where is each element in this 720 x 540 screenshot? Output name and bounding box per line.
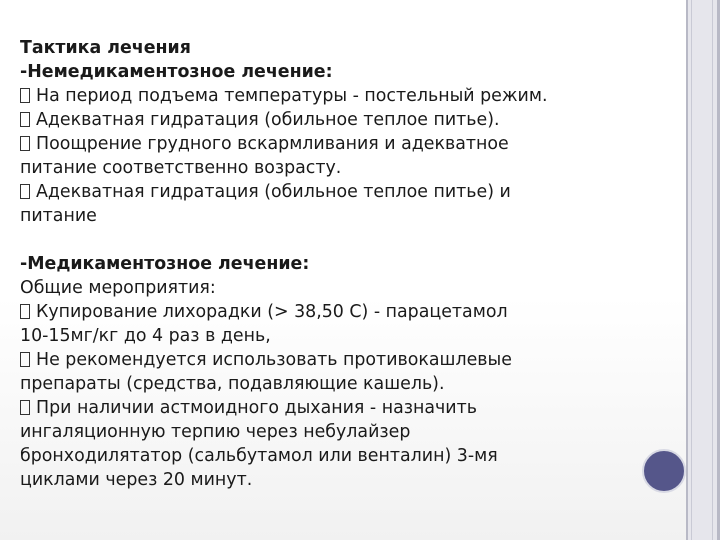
list-item-text: При наличии астмоидного дыхания - назначить: [36, 398, 477, 418]
list-item: [20, 396, 660, 420]
list-item-text: На период подъема температуры - постельный режим.: [36, 86, 548, 106]
list-item-text: Адекватная гидратация (обильное теплое питье).: [36, 110, 500, 130]
frame-line: [691, 0, 692, 540]
list-item-continuation: питание соответственно возрасту.: [20, 158, 342, 178]
list-item-continuation: бронходилятатор (сальбутамол или венталин) 3-мя: [20, 446, 498, 466]
missing-glyph-box-icon: [20, 352, 30, 367]
missing-glyph-box-icon: [20, 136, 30, 151]
frame-line: [712, 0, 713, 540]
slide-title: Тактика лечения: [20, 38, 191, 58]
drug-subheading: Общие мероприятия:: [20, 278, 216, 298]
list-item: [20, 132, 660, 156]
list-item-continuation: 10-15мг/кг до 4 раз в день,: [20, 326, 271, 346]
list-item-text: Поощрение грудного вскармливания и адекватное: [36, 134, 509, 154]
list-item-continuation: ингаляционную терпию через небулайзер: [20, 422, 411, 442]
list-item-continuation: питание: [20, 206, 97, 226]
missing-glyph-box-icon: [20, 88, 30, 103]
list-item: [20, 300, 660, 324]
missing-glyph-box-icon: [20, 184, 30, 199]
slide-body: [20, 36, 660, 492]
list-item: [20, 108, 660, 132]
list-item-text: Адекватная гидратация (обильное теплое питье) и: [36, 182, 511, 202]
missing-glyph-box-icon: [20, 112, 30, 127]
non-drug-heading: -Немедикаментозное лечение:: [20, 62, 333, 82]
list-item: [20, 180, 660, 204]
list-item-text: Не рекомендуется использовать противокашлевые: [36, 350, 512, 370]
drug-heading: -Медикаментозное лечение:: [20, 254, 310, 274]
list-item: [20, 84, 660, 108]
list-item: [20, 348, 660, 372]
list-item-text: Купирование лихорадки (> 38,50 С) - парацетамол: [36, 302, 508, 322]
list-item-continuation: препараты (средства, подавляющие кашель).: [20, 374, 445, 394]
spacer: [20, 228, 660, 252]
missing-glyph-box-icon: [20, 304, 30, 319]
missing-glyph-box-icon: [20, 400, 30, 415]
list-item-continuation: циклами через 20 минут.: [20, 470, 253, 490]
frame-line: [686, 0, 688, 540]
